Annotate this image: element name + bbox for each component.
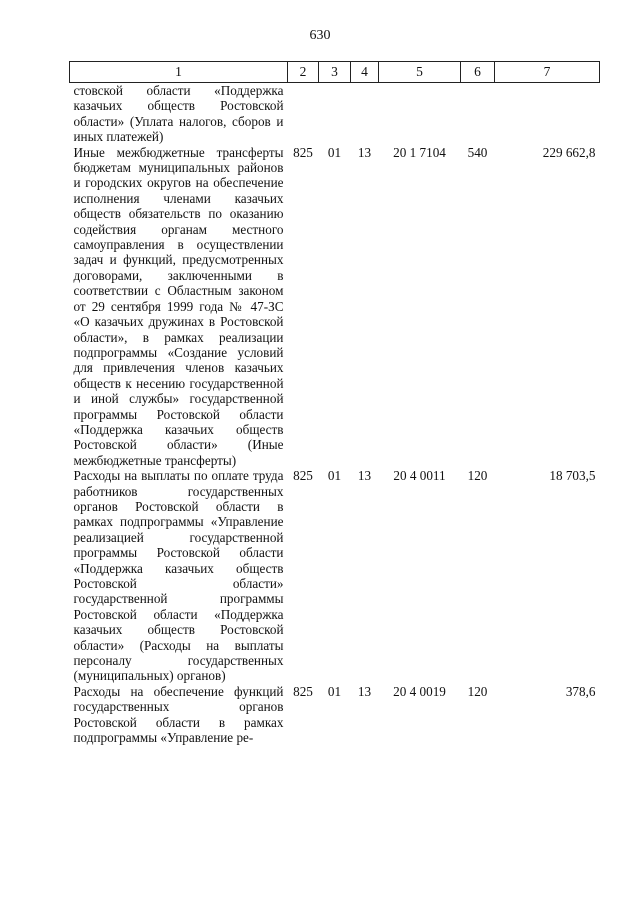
column-header-7: 7 (495, 62, 600, 83)
row-subsection-code: 13 (357, 683, 372, 699)
row-section-code (319, 83, 351, 145)
row-target-article: 20 1 7104 (393, 144, 446, 160)
column-header-3: 3 (319, 62, 351, 83)
column-header-5: 5 (379, 62, 461, 83)
page-number: 630 (309, 28, 331, 43)
table-row (70, 83, 600, 145)
table-row (70, 684, 600, 746)
row-subsection-code (351, 83, 379, 145)
column-header-6: 6 (461, 62, 495, 83)
row-expense-type: 540 (467, 144, 488, 160)
row-amount: 18 703,5 (549, 468, 596, 484)
row-amount: 229 662,8 (542, 144, 596, 160)
row-target-article: 20 4 0019 (393, 683, 446, 699)
row-section-code: 01 (327, 144, 342, 160)
row-section-code: 01 (327, 468, 342, 484)
row-ministry-code: 825 (293, 468, 313, 484)
row-expense-type: 120 (467, 683, 488, 699)
budget-table (69, 61, 600, 745)
row-expense-type: 120 (467, 468, 488, 484)
row-section-code: 01 (327, 683, 342, 699)
row-target-article (379, 83, 461, 145)
column-header-4: 4 (351, 62, 379, 83)
table-row (70, 145, 600, 469)
row-target-article: 20 4 0011 (393, 468, 446, 484)
row-description: Иные межбюджетные трансферты бюджетам муниципальных районов и городских округов на обеспечение исполнения членами казачьих обществ обязательств по оказанию содействия органам местного самоуправления в осуществлении задач и функций, предусмотренных договорами, заключенными в соответствии с Областным законом от 29 сентября 1999 года № 47-ЗС «О казачьих дружинах в Ростовской области», в рамках реализации подпрограммы «Создание условий для привлечения членов казачьих обществ к несению государственной и иной службы» государственной программы Ростовской области «Поддержка казачьих обществ Ростовской области» (Иные межбюджетные трансферты) (73, 144, 284, 468)
table-header-row (70, 62, 600, 83)
row-ministry-code: 825 (293, 683, 313, 699)
row-amount: 378,6 (565, 683, 596, 699)
row-ministry-code: 825 (293, 144, 313, 160)
row-amount (495, 83, 600, 145)
row-description: Расходы на выплаты по оплате труда работников государственных органов Ростовской области в рамках подпрограммы «Управление реализацией государственной программы Ростовской области «Поддержка казачьих обществ Ростовской области» государственной программы Ростовской области «Поддержка казачьих обществ Ростовской области» (Расходы на выплаты персоналу государственных (муниципальных) органов) (73, 468, 284, 684)
column-header-2: 2 (288, 62, 319, 83)
row-description: Расходы на обеспечение функций государственных органов Ростовской области в рамках подпрограммы «Управление ре- (73, 683, 284, 746)
row-expense-type (461, 83, 495, 145)
row-subsection-code: 13 (357, 468, 372, 484)
row-ministry-code (288, 83, 319, 145)
column-header-1: 1 (70, 62, 288, 83)
table-row (70, 468, 600, 684)
row-description: стовской области «Поддержка казачьих обществ Ростовской области» (Уплата налогов, сборов и иных платежей) (73, 83, 284, 145)
row-subsection-code: 13 (357, 144, 372, 160)
